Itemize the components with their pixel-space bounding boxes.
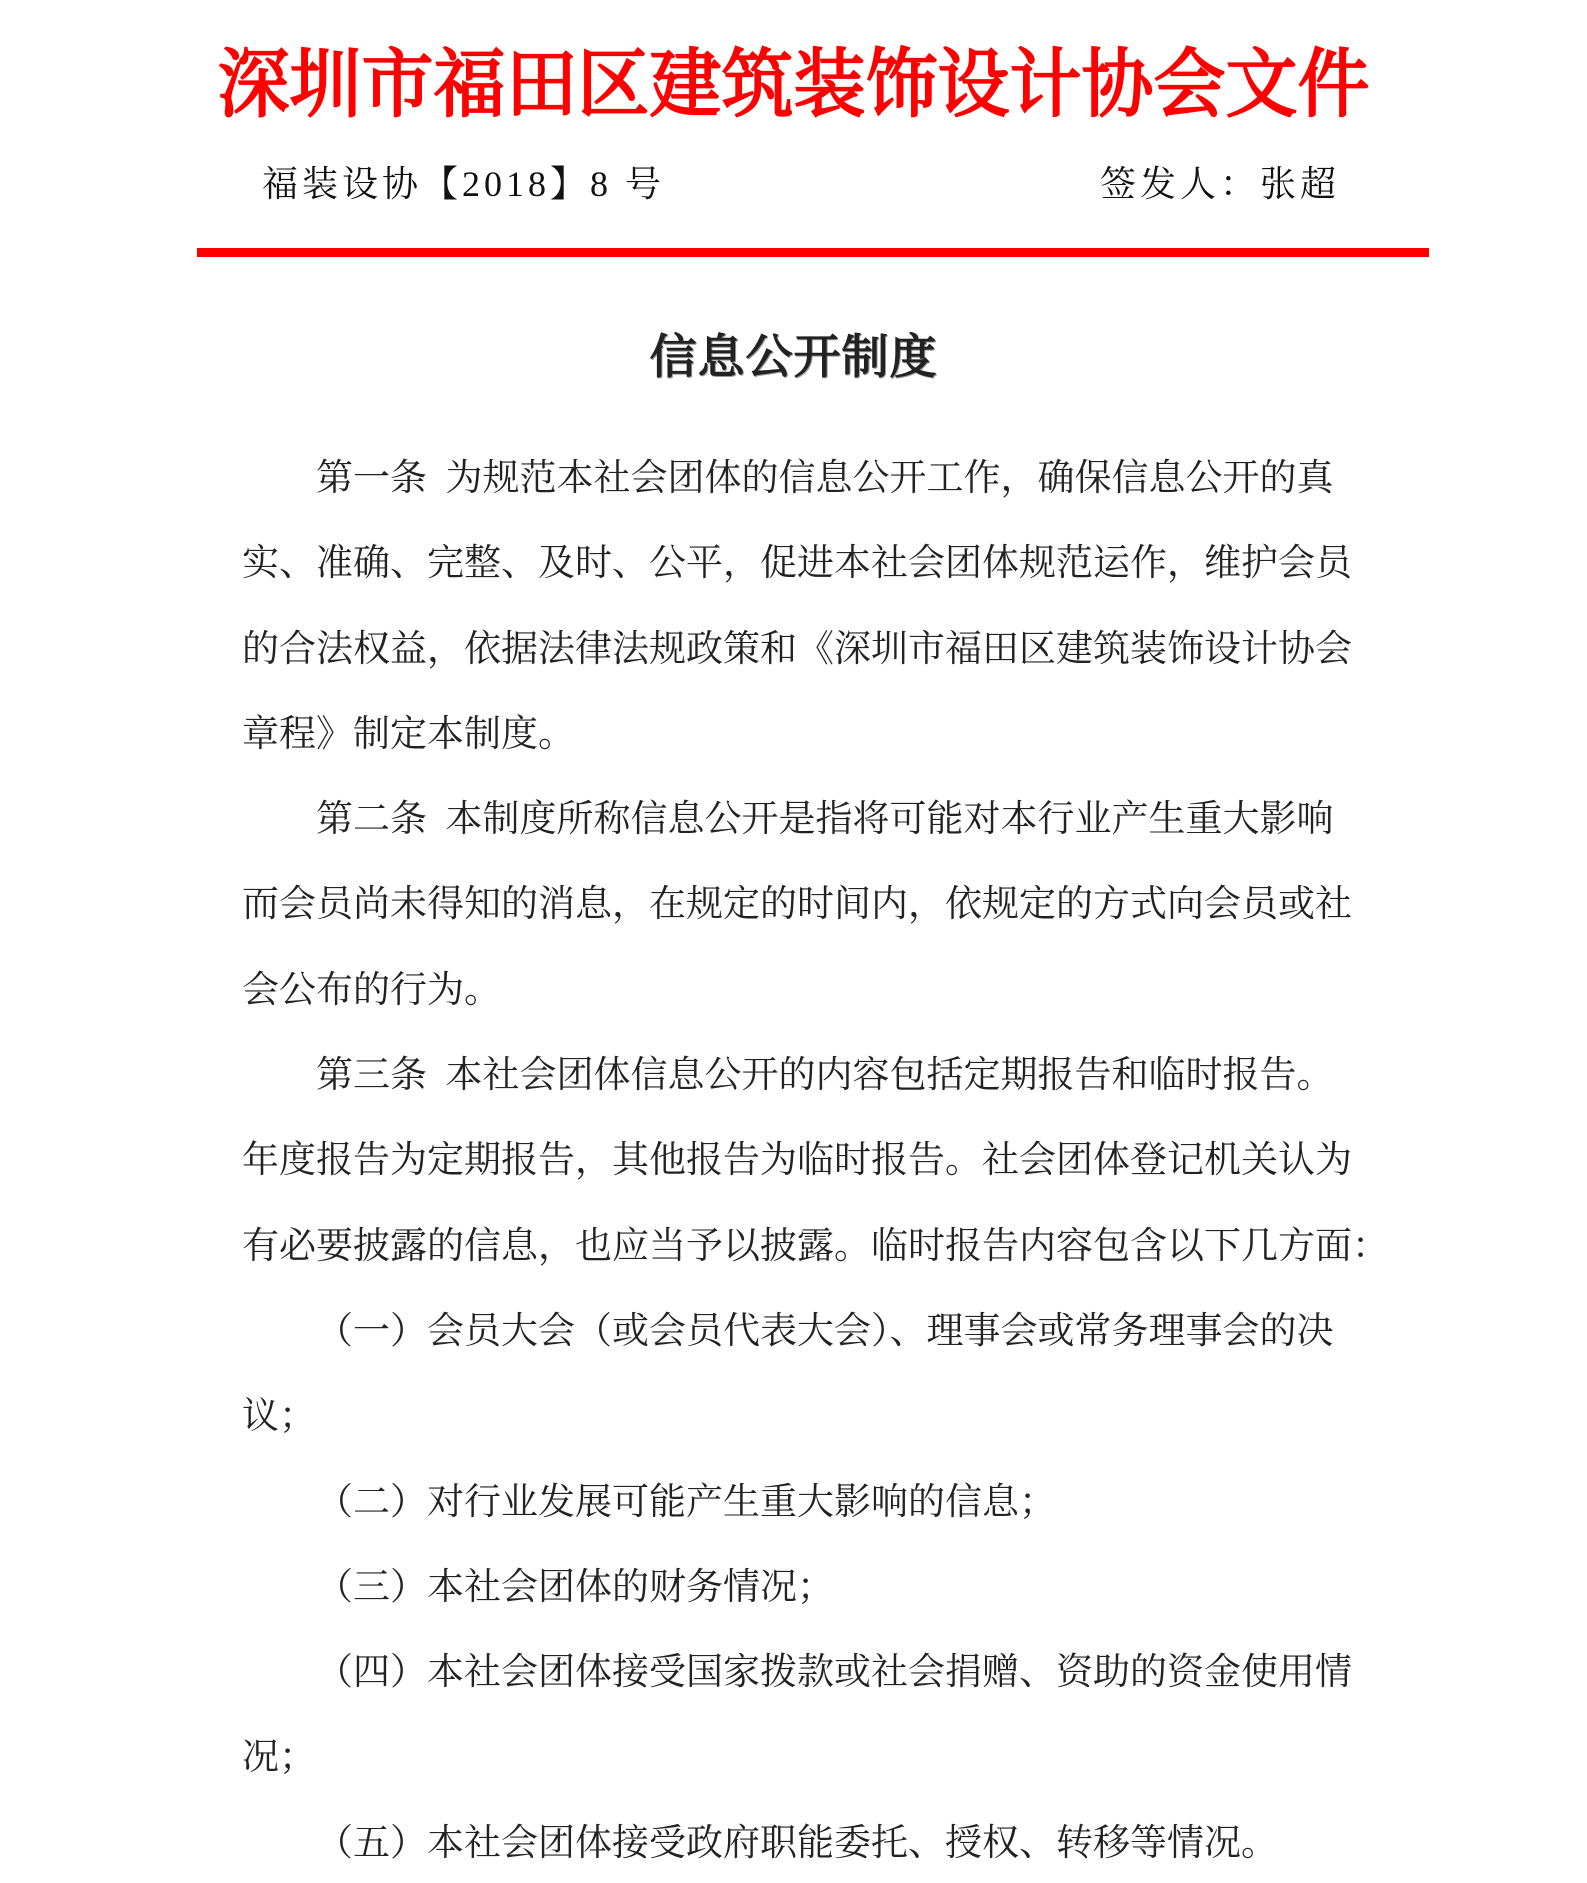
list-item-3: [242, 1545, 1367, 1630]
paragraph-3: [242, 1033, 1389, 1289]
list-item-4: [242, 1630, 1367, 1801]
body-line: 而会员尚未得知的消息，在规定的时间内，依规定的方式向会员或社: [242, 884, 1352, 926]
body-line: 第三条 本社会团体信息公开的内容包括定期报告和临时报告。: [316, 1055, 1334, 1097]
document-body: [242, 436, 1389, 1883]
body-line: （一）会员大会（或会员代表大会）、理事会或常务理事会的决: [316, 1310, 1334, 1352]
paragraph-2: [242, 777, 1367, 1033]
body-line: 会公布的行为。: [242, 969, 501, 1011]
association-header-title: 深圳市福田区建筑装饰设计协会文件: [217, 43, 1370, 127]
list-item-2: [242, 1460, 1367, 1545]
document-title: 信息公开制度: [649, 332, 938, 384]
issuer: 签发人：张超: [1099, 164, 1340, 204]
body-line: 章程》制定本制度。: [242, 713, 575, 755]
paragraph-1: [242, 436, 1367, 777]
list-item-5: [242, 1801, 1367, 1883]
body-line: （五）本社会团体接受政府职能委托、授权、转移等情况。: [316, 1822, 1278, 1864]
body-line: 第一条 为规范本社会团体的信息公开工作，确保信息公开的真: [316, 458, 1334, 499]
body-line: 第二条 本制度所称信息公开是指将可能对本行业产生重大影响: [316, 799, 1334, 841]
body-line: 实、准确、完整、及时、公平，促进本社会团体规范运作，维护会员: [242, 543, 1352, 585]
body-line: （二）对行业发展可能产生重大影响的信息；: [316, 1481, 1056, 1523]
body-line: 有必要披露的信息，也应当予以披露。临时报告内容包含以下几方面：: [242, 1225, 1389, 1267]
body-line: （三）本社会团体的财务情况；: [316, 1566, 834, 1608]
document-meta-row: [262, 156, 1340, 207]
body-line: 况；: [242, 1737, 316, 1779]
body-line: 议；: [242, 1396, 316, 1438]
document-number: 福装设协【2018】8 号: [262, 164, 666, 204]
body-line: 的合法权益，依据法律法规政策和《深圳市福田区建筑装饰设计协会: [242, 628, 1352, 670]
red-divider-line: [197, 248, 1429, 257]
list-item-1: [242, 1289, 1367, 1460]
body-line: 年度报告为定期报告，其他报告为临时报告。社会团体登记机关认为: [242, 1140, 1352, 1182]
body-line: （四）本社会团体接受国家拨款或社会捐赠、资助的资金使用情: [316, 1652, 1352, 1694]
